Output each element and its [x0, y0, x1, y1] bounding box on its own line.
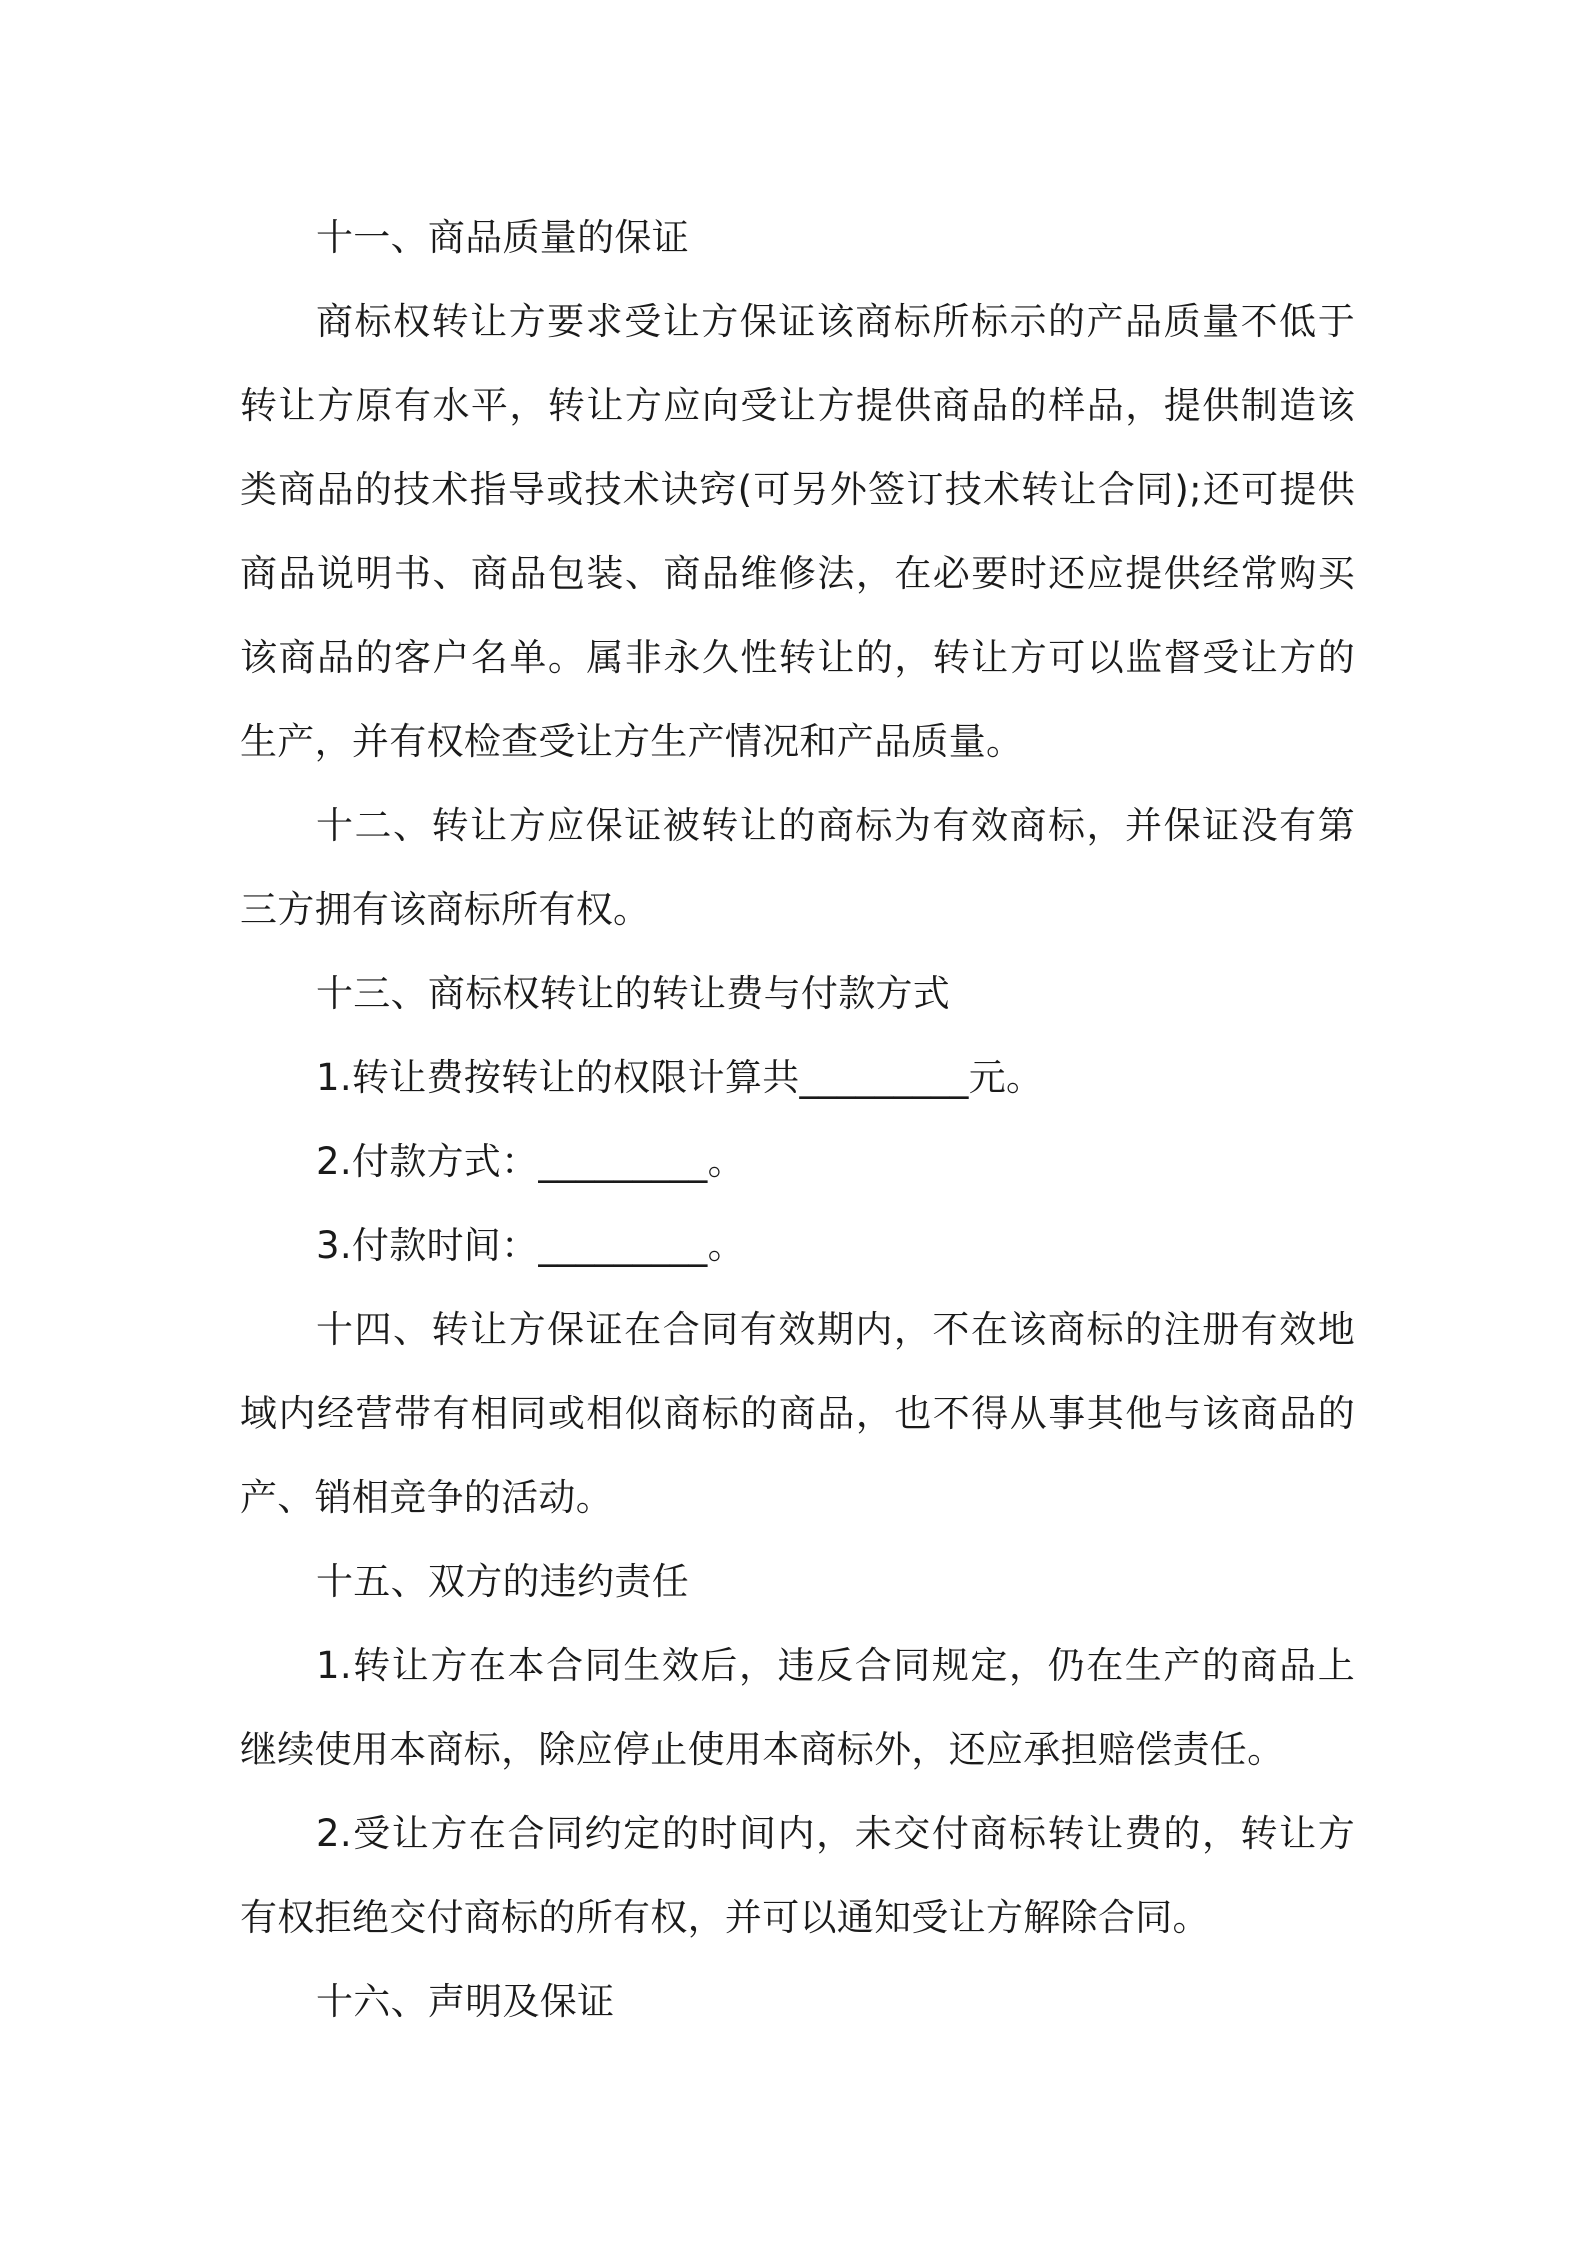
section-heading: 十三、商标权转让的转让费与付款方式 — [316, 972, 951, 1015]
list-item: 3.付款时间：_________。 — [316, 1224, 745, 1267]
section-paragraph: 十四、转让方保证在合同有效期内，不在该商标的注册有效地域内经营带有相同或相似商标的商品，也不得从事其他与该商品的产、销相竞争的活动。 — [240, 1308, 1355, 1519]
list-item: 1.转让费按转让的权限计算共_________元。 — [316, 1056, 1044, 1099]
list-item: 1.转让方在本合同生效后，违反合同规定，仍在生产的商品上继续使用本商标，除应停止使用本商标外，还应承担赔偿责任。 — [240, 1644, 1355, 1771]
document-body — [240, 196, 1355, 2044]
section-paragraph: 十二、转让方应保证被转让的商标为有效商标，并保证没有第三方拥有该商标所有权。 — [240, 804, 1355, 931]
section-heading: 十五、双方的违约责任 — [316, 1560, 689, 1603]
section-paragraph: 商标权转让方要求受让方保证该商标所标示的产品质量不低于转让方原有水平，转让方应向受让方提供商品的样品，提供制造该类商品的技术指导或技术诀窍(可另外签订技术转让合同);还可提供商品说明书、商品包装、商品维修法，在必要时还应提供经常购买该商品的客户名单。属非永久性转让的，转让方可以监督受让方的生产，并有权检查受让方生产情况和产品质量。 — [240, 300, 1355, 763]
list-item: 2.受让方在合同约定的时间内，未交付商标转让费的，转让方有权拒绝交付商标的所有权，并可以通知受让方解除合同。 — [240, 1812, 1355, 1939]
list-item: 2.付款方式：_________。 — [316, 1140, 745, 1183]
section-heading: 十六、声明及保证 — [316, 1980, 615, 2023]
section-heading: 十一、商品质量的保证 — [316, 216, 689, 259]
